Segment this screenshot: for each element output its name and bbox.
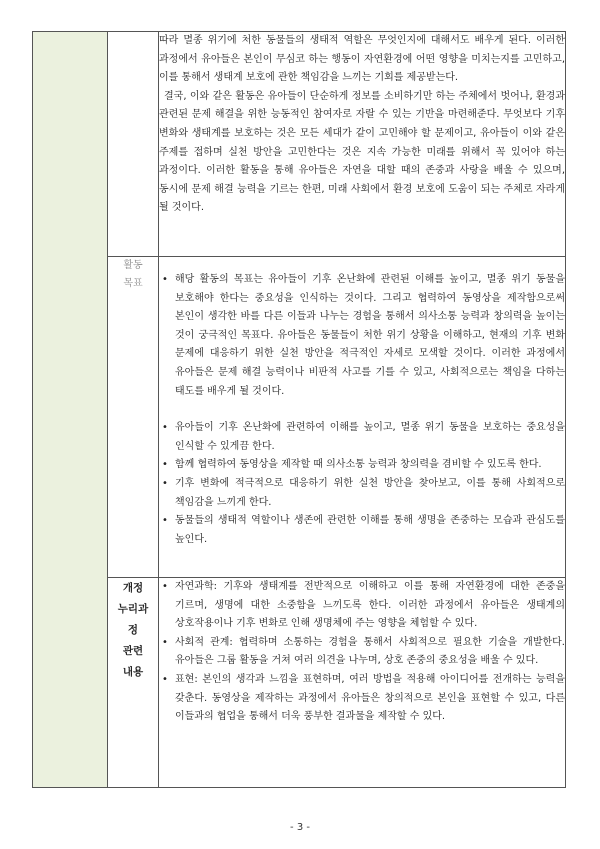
list-item — [159, 671, 565, 727]
bullet-icon: • — [162, 673, 168, 685]
goals-intro-list — [159, 271, 565, 401]
side-column — [33, 32, 108, 788]
page-number: - 3 - — [290, 822, 310, 833]
nuri-label-line: 관련 — [122, 645, 144, 657]
list-item — [159, 475, 565, 512]
bullet-icon: • — [162, 274, 168, 285]
paragraph: 결국, 이와 같은 활동은 유아들이 단순하게 정보를 소비하기만 하는 주체에서 벗어나, 환경과 관련된 문제 해결을 위한 능동적인 참여자로 자랄 수 있는 기반을 마련해준다. 무엇보다 기후 변화와 생태계를 보호하는 것은 모든 세대가 같이 고민해야 할 문제이고, 유아들이 이와 같은 주제를 접하며 실천 방안을 고민한다는 것은 지속 가능한 미래를 위해서 꼭 있어야 하는 과정이다. 이러한 활동을 통해 유아들은 자연을 대할 때의 존중과 사랑을 배울 수 있으며, 동시에 문제 해결 능력을 기르는 한편, 미래 사회에서 환경 보호에 도움이 되는 주체로 자라게 될 것이다. — [159, 90, 565, 214]
goal-text: 유아들이 기후 온난화에 관련하여 이해를 높이고, 멸종 위기 동물을 보호하는 중요성을 인식할 수 있게끔 한다. — [175, 422, 565, 452]
bullet-icon: • — [162, 581, 168, 592]
goals-label-cell — [108, 257, 159, 578]
goal-text: 동물들의 생태적 역할이나 생존에 관련한 이해를 통해 생명을 존중하는 모습과 관심도를 높인다. — [175, 515, 565, 545]
list-item — [159, 578, 565, 634]
goals-list — [159, 419, 565, 549]
goals-label-line: 활동 — [123, 260, 143, 271]
nuri-text: 사회적 관계: 협력하며 소통하는 경험을 통해서 사회적으로 필요한 기술을 개발한다. 유아들은 그룹 활동을 거쳐 여러 의견을 나누며, 상호 존중의 중요성을 배울 수 있다. — [175, 636, 565, 667]
nuri-text: 자연과학: 기후와 생태계를 전반적으로 이해하고 이를 통해 자연환경에 대한 존중을 기르며, 생명에 대한 소중함을 느끼도록 한다. 이러한 과정에서 유아들은 생태계의 상호작용이나 기후 변화로 인해 생명체에 주는 영향을 체험할 수 있다. — [175, 581, 565, 630]
document-page — [32, 31, 566, 811]
list-item — [159, 512, 565, 549]
goals-label-line: 목표 — [123, 278, 143, 289]
goals-content-cell — [159, 257, 566, 578]
goals-intro-text: 해당 활동의 목표는 유아들이 기후 온난화에 관련된 이해를 높이고, 멸종 위기 동물을 보호해야 한다는 중요성을 인식하는 것이다. 그리고 협력하여 동영상을 제작함으로써 본인이 생각한 바를 다른 이들과 나누는 경험을 통해서 의사소통 능력과 창의력을 높이는 것이 궁극적인 목표다. 유아들은 동물들이 처한 위기 상황을 이해하고, 현재의 기후 변화 문제에 대응하기 위한 실천 방안을 적극적인 자세로 모색할 것이다. 이러한 과정에서 유아들은 문제 해결 능력이나 비판적 사고를 기를 수 있고, 사회적으로는 책임을 다하는 태도를 배우게 될 것이다. — [175, 274, 565, 397]
nuri-content-cell — [159, 578, 566, 788]
row-label-empty — [108, 32, 159, 257]
bullet-icon: • — [162, 636, 168, 648]
list-item — [159, 634, 565, 671]
bullet-icon: • — [162, 422, 168, 434]
bullet-icon: • — [162, 459, 168, 471]
nuri-label-line: 개정 — [122, 582, 144, 594]
list-item — [159, 271, 565, 401]
bullet-icon: • — [162, 477, 168, 489]
paragraph: 따라 멸종 위기에 처한 동물들의 생태적 역할은 무엇인지에 대해서도 배우게 된다. 이러한 과정에서 유아들은 본인이 무심코 하는 행동이 자연환경에 어떤 영향을 미치는지를 고민하고, 이를 통해서 생태계 보호에 관한 책임감을 느끼는 기회를 제공받는다. — [159, 35, 565, 84]
nuri-label-line: 정 — [127, 624, 139, 636]
nuri-label-cell — [108, 578, 159, 788]
table-row — [33, 257, 566, 578]
goal-text: 기후 변화에 적극적으로 대응하기 위한 실천 방안을 찾아보고, 이를 통해 사회적으로 책임감을 느끼게 한다. — [175, 477, 565, 508]
list-item — [159, 456, 565, 475]
nuri-text: 표현: 본인의 생각과 느낌을 표현하며, 여러 방법을 적용해 아이디어를 전개하는 능력을 갖춘다. 동영상을 제작하는 과정에서 유아들은 창의적으로 본인을 표현할 수 있고, 다른 이들과의 협업을 통해서 더욱 풍부한 결과물을 제작할 수 있다. — [175, 673, 565, 723]
spacer — [159, 401, 565, 419]
continued-text-cell — [159, 32, 566, 257]
list-item — [159, 419, 565, 456]
nuri-list — [159, 578, 565, 727]
nuri-label-line: 누리과 — [117, 603, 149, 615]
table-row — [33, 578, 566, 788]
goal-text: 함께 협력하여 동영상을 제작할 때 의사소통 능력과 창의력을 겸비할 수 있도록 한다. — [175, 459, 542, 471]
bullet-icon: • — [162, 515, 168, 527]
table-row — [33, 32, 566, 257]
nuri-label-line: 내용 — [122, 666, 144, 678]
plan-table — [32, 31, 566, 788]
